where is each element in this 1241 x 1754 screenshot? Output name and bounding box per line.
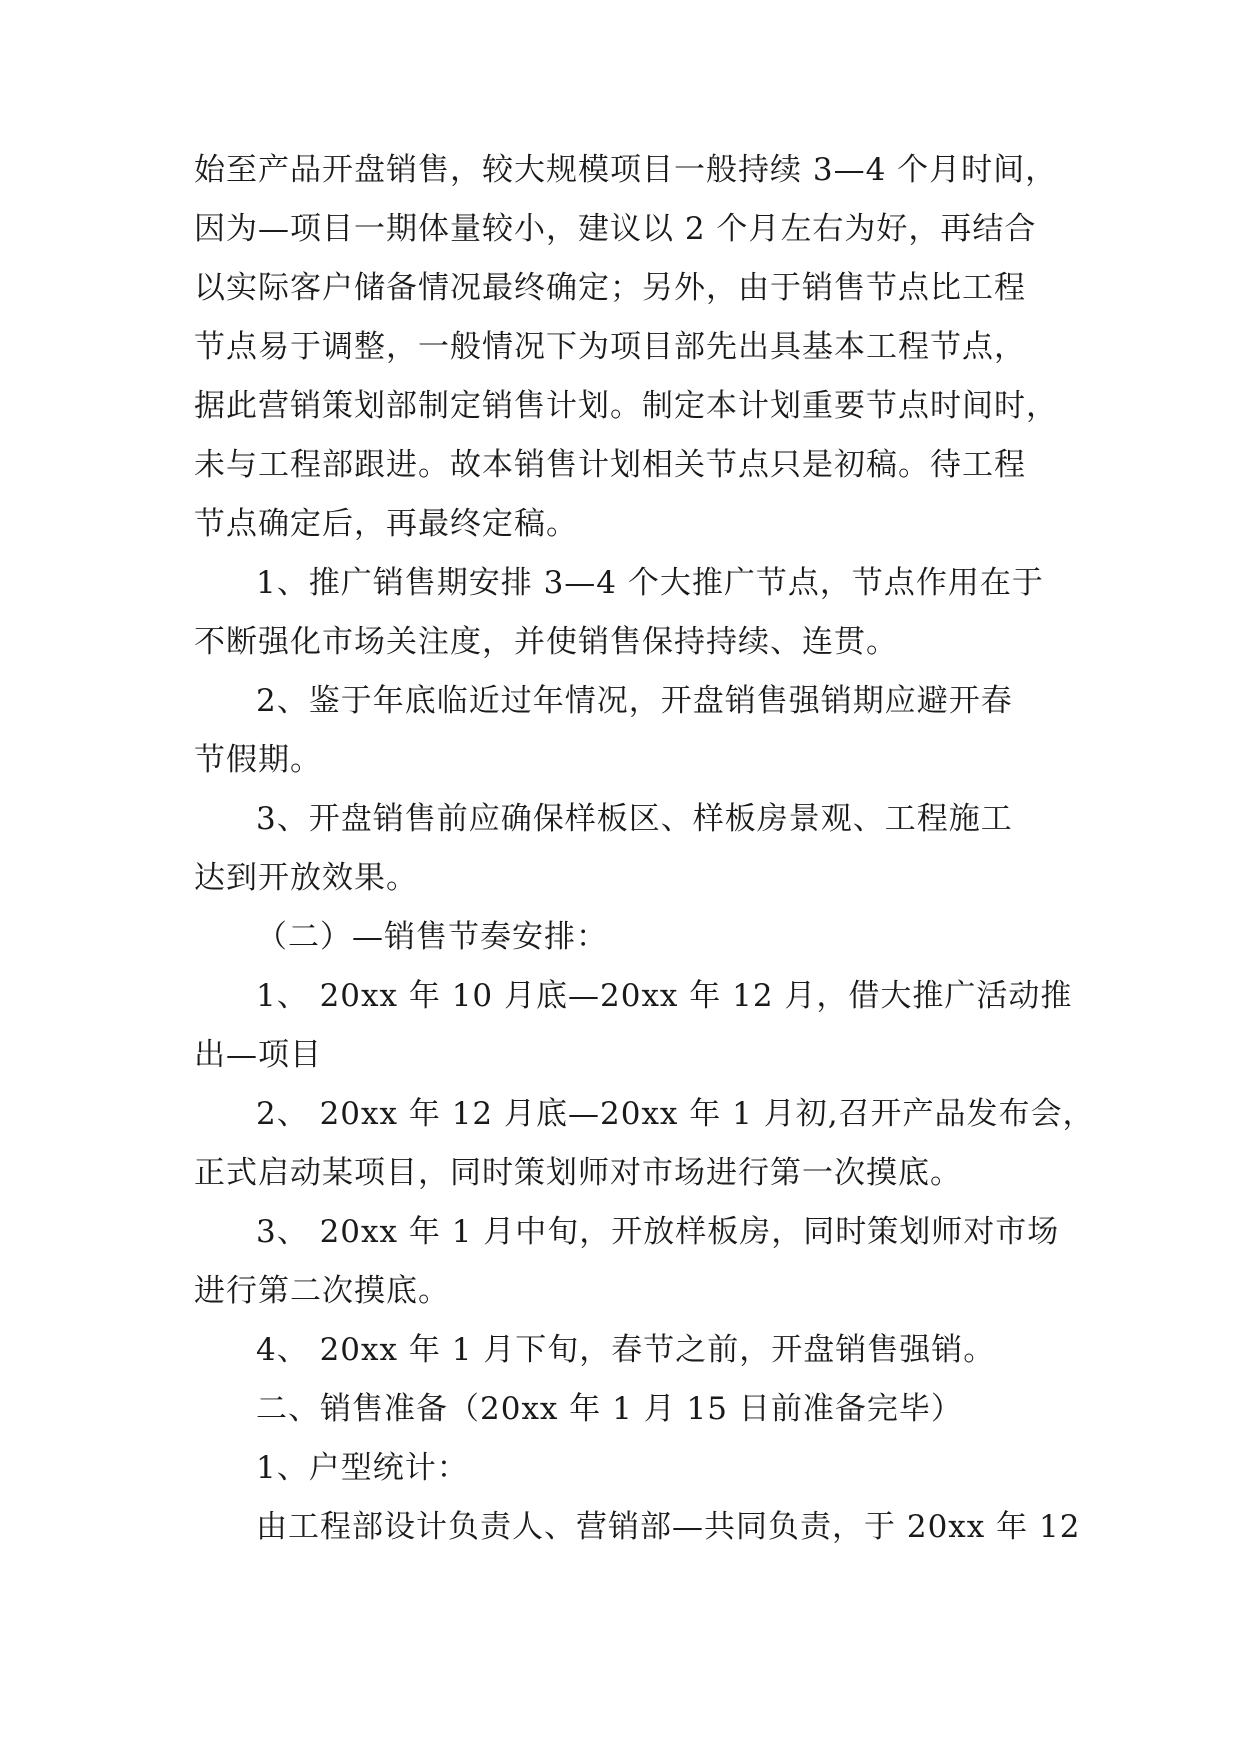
text-line-11: 节假期。: [194, 742, 322, 778]
text-line-20: 进行第二次摸底。: [194, 1273, 450, 1309]
section-heading-2: 二、销售准备（20xx 年 1 月 15 日前准备完毕）: [256, 1391, 963, 1427]
text-line-19: 3、 20xx 年 1 月中旬，开放样板房，同时策划师对市场: [256, 1214, 1060, 1250]
text-line-24: 由工程部设计负责人、营销部—共同负责，于 20xx 年 12: [256, 1509, 1081, 1545]
section-heading: （二）—销售节奏安排：: [256, 919, 608, 955]
text-line-3: 以实际客户储备情况最终确定；另外，由于销售节点比工程: [194, 270, 1026, 306]
text-line-12: 3、开盘销售前应确保样板区、样板房景观、工程施工: [256, 801, 1013, 837]
text-line-9: 不断强化市场关注度，并使销售保持持续、连贯。: [194, 624, 898, 660]
text-line-8: 1、推广销售期安排 3—4 个大推广节点，节点作用在于: [256, 565, 1044, 601]
text-line-5: 据此营销策划部制定销售计划。制定本计划重要节点时间时，: [194, 388, 1058, 424]
text-line-4: 节点易于调整，一般情况下为项目部先出具基本工程节点，: [194, 329, 1026, 365]
text-line-2: 因为—项目一期体量较小，建议以 2 个月左右为好，再结合: [194, 211, 1037, 247]
text-line-7: 节点确定后，再最终定稿。: [194, 506, 578, 542]
text-line-15: 1、 20xx 年 10 月底—20xx 年 12 月，借大推广活动推: [256, 978, 1073, 1014]
text-line-18: 正式启动某项目，同时策划师对市场进行第一次摸底。: [194, 1155, 962, 1191]
text-line-21: 4、 20xx 年 1 月下旬，春节之前，开盘销售强销。: [256, 1332, 996, 1368]
text-line-1: 始至产品开盘销售，较大规模项目一般持续 3—4 个月时间，: [194, 152, 1058, 188]
subsection-heading: 1、户型统计：: [256, 1450, 469, 1486]
text-line-6: 未与工程部跟进。故本销售计划相关节点只是初稿。待工程: [194, 447, 1026, 483]
text-line-13: 达到开放效果。: [194, 860, 418, 896]
text-line-16: 出—项目: [194, 1037, 322, 1073]
text-line-17: 2、 20xx 年 12 月底—20xx 年 1 月初,召开产品发布会，: [256, 1096, 1095, 1132]
text-line-10: 2、鉴于年底临近过年情况，开盘销售强销期应避开春: [256, 683, 1013, 719]
